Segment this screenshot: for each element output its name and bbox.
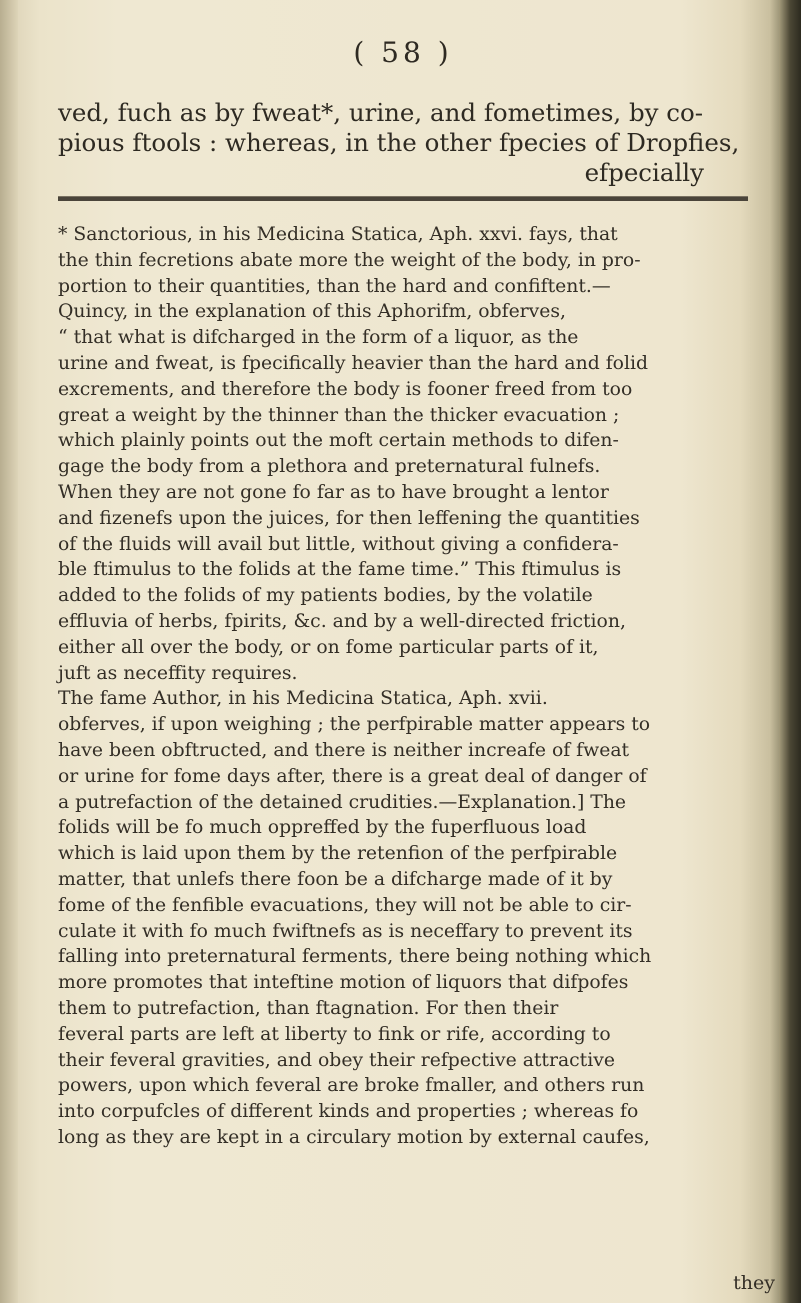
footnote-line: gage the body from a plethora and preternatural fulnefs. bbox=[58, 456, 601, 478]
footnote-line: have been obftructed, and there is neither increafe of fweat bbox=[58, 739, 630, 761]
footnote-line: of the fluids will avail but little, without giving a confidera- bbox=[58, 533, 619, 555]
footnote-line: fome of the fenfible evacuations, they will not be able to cir- bbox=[58, 894, 632, 916]
footnote-line: * Sanctorious, in his Medicina Statica, Aph. xxvi. fays, that bbox=[58, 224, 618, 245]
footnote-line: obferves, if upon weighing ; the perfpirable matter appears to bbox=[58, 714, 651, 736]
footnote-line: culate it with fo much fwiftnefs as is neceffary to prevent its bbox=[58, 920, 633, 942]
footnote-line: When they are not gone fo far as to have brought a lentor bbox=[58, 481, 609, 503]
footnote-line: feveral parts are left at liberty to fink or rife, according to bbox=[58, 1023, 611, 1045]
footnote-line: ble ftimulus to the folids at the fame time.” This ftimulus is bbox=[58, 559, 622, 581]
footnote-line: powers, upon which feveral are broke fmaller, and others run bbox=[58, 1075, 645, 1097]
footnote bbox=[58, 222, 748, 1151]
footnote-line: either all over the body, or on fome particular parts of it, bbox=[58, 636, 599, 658]
footnote-line: excrements, and therefore the body is fooner freed from too bbox=[58, 378, 633, 400]
footnote-line: added to the folids of my patients bodies, by the volatile bbox=[58, 585, 593, 607]
footnote-line: The fame Author, in his Medicina Statica, Aph. xvii. bbox=[58, 688, 548, 710]
footnote-line: matter, that unlefs there foon be a difcharge made of it by bbox=[58, 868, 613, 890]
catchword: they bbox=[733, 1272, 775, 1294]
footnote-separator-rule bbox=[58, 196, 748, 201]
footnote-line: them to putrefaction, than ftagnation. For then their bbox=[58, 997, 559, 1019]
page-number: ( 58 ) bbox=[353, 36, 453, 69]
main-text bbox=[58, 98, 748, 188]
footnote-line: into corpufcles of different kinds and properties ; whereas fo bbox=[58, 1101, 639, 1123]
footnote-line: folids will be fo much oppreffed by the fuperfluous load bbox=[58, 817, 587, 839]
footnote-line: great a weight by the thinner than the thicker evacuation ; bbox=[58, 404, 620, 426]
footnote-line: portion to their quantities, than the hard and confiftent.— bbox=[58, 275, 611, 297]
footnote-line: more promotes that inteftine motion of liquors that difpofes bbox=[58, 972, 629, 994]
footnote-line: which plainly points out the moft certain methods to difen- bbox=[58, 430, 619, 452]
footnote-line: effluvia of herbs, fpirits, &c. and by a well-directed friction, bbox=[58, 610, 626, 632]
footnote-line: juft as neceffity requires. bbox=[58, 662, 298, 684]
page-left-edge bbox=[0, 0, 18, 1303]
footnote-line: which is laid upon them by the retenfion of the perfpirable bbox=[58, 843, 618, 865]
footnote-line: Quincy, in the explanation of this Aphorifm, obferves, bbox=[58, 301, 566, 323]
footnote-line: their feveral gravities, and obey their refpective attractive bbox=[58, 1049, 615, 1071]
main-text-line: efpecially bbox=[584, 158, 704, 187]
footnote-line: and fizenefs upon the juices, for then leffening the quantities bbox=[58, 507, 640, 529]
footnote-line: “ that what is difcharged in the form of a liquor, as the bbox=[58, 327, 579, 349]
footnote-line: or urine for fome days after, there is a great deal of danger of bbox=[58, 765, 647, 787]
footnote-line: long as they are kept in a circulary motion by external caufes, bbox=[58, 1126, 650, 1148]
footnote-line: falling into preternatural ferments, there being nothing which bbox=[58, 946, 652, 968]
footnote-line: the thin fecretions abate more the weight of the body, in pro- bbox=[58, 249, 641, 271]
main-text-line: ved, fuch as by fweat*, urine, and fometimes, by co- bbox=[58, 98, 704, 127]
footnote-line: a putrefaction of the detained crudities.—Explanation.] The bbox=[58, 791, 627, 813]
footnote-line: urine and fweat, is fpecifically heavier than the hard and folid bbox=[58, 352, 649, 374]
book-gutter-shadow bbox=[779, 0, 801, 1303]
main-text-line: pious ftools : whereas, in the other fpecies of Dropfies, bbox=[58, 128, 740, 157]
